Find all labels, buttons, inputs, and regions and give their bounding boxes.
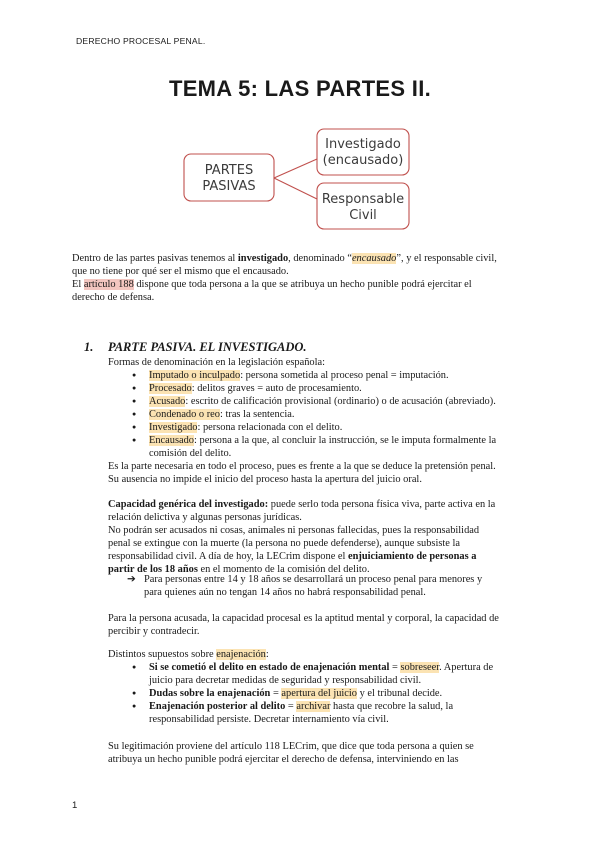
article-188-ref: artículo 188 bbox=[83, 279, 134, 290]
list-item: ● Acusado: escrito de calificación provisional (ordinario) o de acusación (abreviado). bbox=[132, 395, 524, 408]
list-item: ● Procesado: delitos graves = auto de procesamiento. bbox=[132, 382, 524, 395]
running-header: DERECHO PROCESAL PENAL. bbox=[76, 36, 206, 46]
page-number: 1 bbox=[72, 800, 78, 811]
enajenacion-list bbox=[132, 661, 524, 726]
legitimation-paragraph: Su legitimación proviene del artículo 118 LECrim, que dice que toda persona a quien se atribuya un hecho punible podrá ejercitar el derecho de defensa, interviniendo en las bbox=[108, 741, 474, 765]
procedural-capacity-paragraph: Para la persona acusada, la capacidad procesal es la aptitud mental y corporal, la capacidad de percibir y contradecir. bbox=[108, 613, 499, 637]
section-heading: PARTE PASIVA. EL INVESTIGADO. bbox=[108, 340, 307, 354]
section-number: 1. bbox=[84, 340, 94, 354]
minors-note: ➔ Para personas entre 14 y 18 años se desarrollará un proceso penal para menores y para quienes aún no tengan 14 años no habrá responsabilidad penal. bbox=[127, 574, 483, 598]
list-item: ● Enajenación posterior al delito = archivar hasta que recobre la salud, la responsabilidad persiste. Decretar internamiento vía civil. bbox=[132, 700, 524, 726]
investigado-term: investigado bbox=[237, 253, 289, 264]
box-responsable-civil bbox=[317, 183, 409, 229]
box-investigado-line2: (encausado) bbox=[322, 153, 404, 168]
box-investigado-line1: Investigado bbox=[325, 137, 401, 152]
capacity-paragraph: Capacidad genérica del investigado: puede serlo toda persona física viva, parte activa en la relación delictiva y algunas personas jurídicas. No podrán ser acusados ni cosas, animales ni personas fallecidas, pues la responsabilidad penal se extingue con la muerte (la persona no puede defenderse), aunque subsiste la responsabilidad civil. A día de hoy, la LECrim dispone el enjuiciamiento de personas a partir de los 18 años en el momento de la comisión del delito. bbox=[108, 499, 496, 575]
box-partes-pasivas bbox=[184, 154, 274, 201]
arrow-right-icon: ➔ bbox=[127, 574, 136, 585]
forms-list bbox=[132, 369, 524, 460]
list-item: ● Imputado o inculpado: persona sometida al proceso penal = imputación. bbox=[132, 369, 524, 382]
intro-paragraph: Dentro de las partes pasivas tenemos al investigado, denominado “encausado”, y el responsable civil, que no tiene por qué ser el mismo que el encausado. El artículo 188 dispone que toda persona a la que se atribuya un hecho punible podrá ejercitar el derecho de defensa. bbox=[72, 253, 497, 303]
list-item: ● Encausado: persona a la que, al concluir la instrucción, se le imputa formalmente la comisión del delito. bbox=[132, 434, 524, 460]
box-partes-pasivas-line1: PARTES bbox=[204, 163, 254, 178]
box-partes-pasivas-line2: PASIVAS bbox=[202, 179, 256, 194]
list-item: ● Si se cometió el delito en estado de enajenación mental = sobreseer. Apertura de juicio para decretar medidas de seguridad y responsabilidad civil. bbox=[132, 661, 524, 687]
box-responsable-line2: Civil bbox=[349, 208, 377, 223]
box-responsable-line1: Responsable bbox=[321, 192, 405, 207]
necessary-paragraph: Es la parte necesaria en todo el proceso, pues es frente a la que se deduce la pretensión penal. Su ausencia no impide el inicio del proceso hasta la apertura del juicio oral. bbox=[108, 461, 496, 485]
encausado-term: encausado bbox=[351, 253, 397, 264]
parties-diagram bbox=[183, 126, 415, 232]
page-title: TEMA 5: LAS PARTES II. bbox=[168, 76, 432, 101]
box-investigado bbox=[317, 129, 409, 175]
list-item: ● Condenado o reo: tras la sentencia. bbox=[132, 408, 524, 421]
connector-lines bbox=[274, 159, 317, 199]
list-item: ● Dudas sobre la enajenación = apertura del juicio y el tribunal decide. bbox=[132, 687, 524, 700]
list-item: ● Investigado: persona relacionada con el delito. bbox=[132, 421, 524, 434]
forms-intro: Formas de denominación en la legislación española: bbox=[108, 357, 325, 368]
enajenacion-intro: Distintos supuestos sobre enajenación: bbox=[108, 649, 269, 660]
